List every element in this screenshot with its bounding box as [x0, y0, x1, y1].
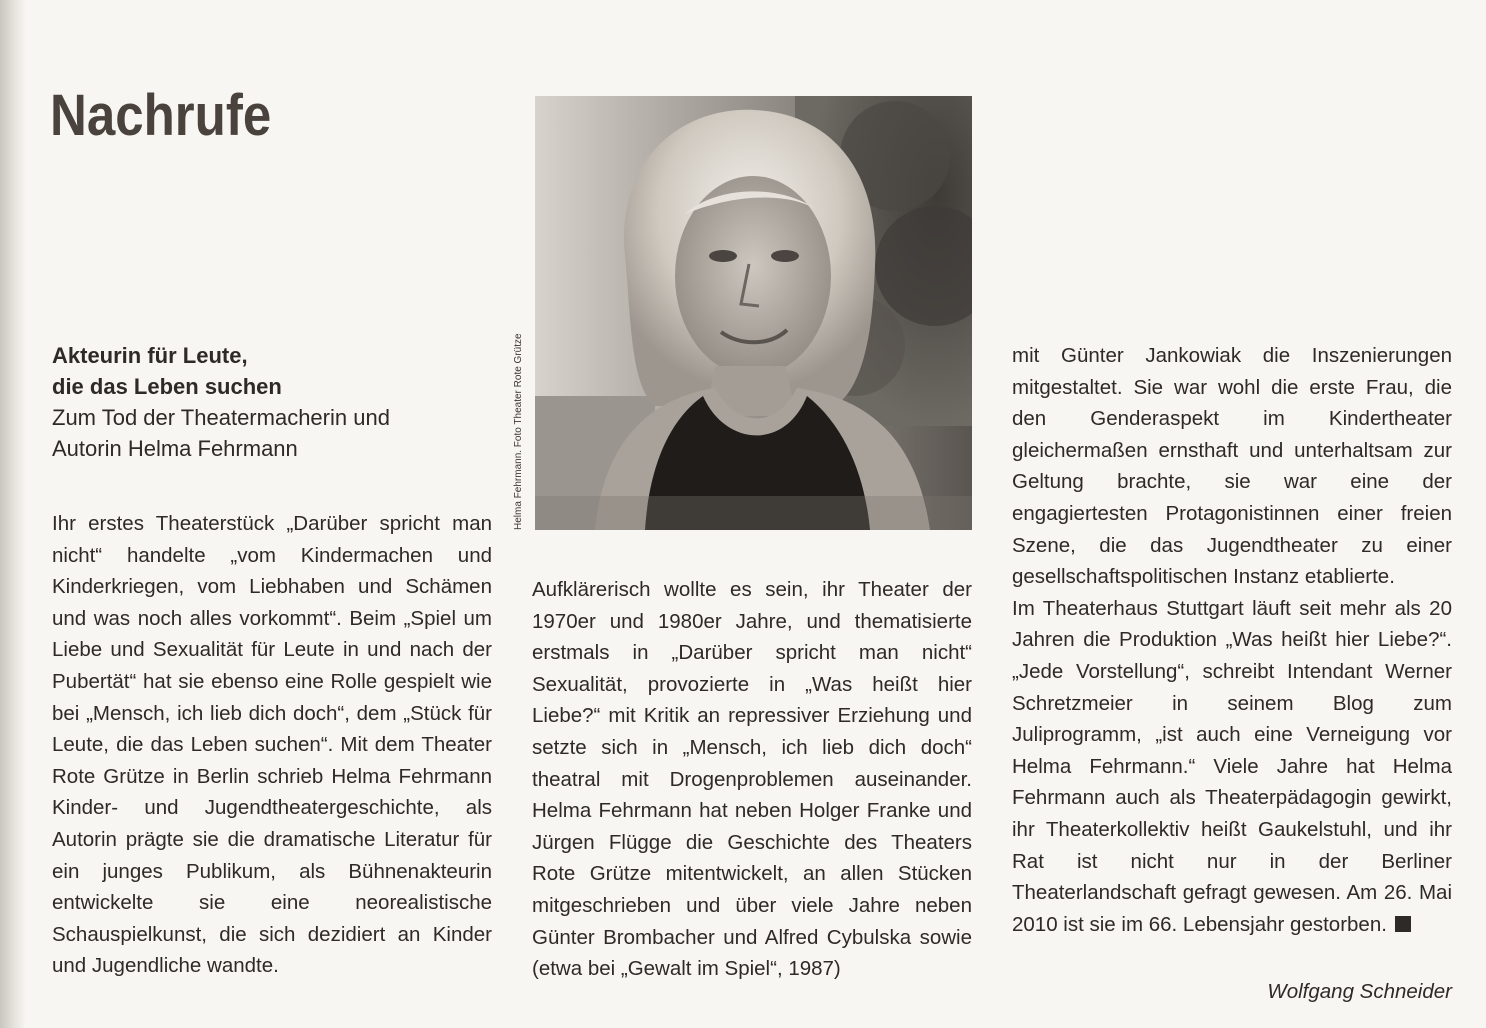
portrait-photo	[535, 96, 972, 530]
article-column-3	[1012, 340, 1452, 940]
column-3-paragraph-1: mit Günter Jankowiak die Inszenierungen mitgestaltet. Sie war wohl die erste Frau, die den Genderaspekt im Kindertheater gleichermaßen ernsthaft und unterhaltsam zur Geltung brachte, sie war eine der engagiertesten Protagonistinnen einer freien Szene, die das Jugendtheater zu einer gesellschaftspolitischen Instanz etablierte.	[1012, 344, 1452, 589]
subheadline-line-2: Autorin Helma Fehrmann	[52, 436, 298, 461]
end-of-article-square-icon	[1395, 916, 1411, 932]
article-column-1: Ihr erstes Theaterstück „Darüber spricht man nicht“ handelte „vom Kindermachen und Kinderkriegen, vom Liebhaben und Schämen und was noch alles vorkommt“. Beim „Spiel um Liebe und Sexualität für Leute in und nach der Pubertät“ hat sie ebenso eine Rolle gespielt wie bei „Mensch, ich lieb dich doch“, dem „Stück für Leute, die das Leben suchen“. Mit dem Theater Rote Grütze in Berlin schrieb Helma Fehrmann Kinder- und Jugendtheatergeschichte, als Autorin prägte sie die dramatische Literatur für ein junges Publikum, als Bühnenakteurin entwickelte sie eine neorealistische Schauspielkunst, die sich dezidiert an Kinder und Jugendliche wandte.	[52, 512, 492, 978]
subheadline-line-1: Zum Tod der Theatermacherin und	[52, 405, 390, 430]
page-binding-shadow	[0, 0, 26, 1028]
column-3-paragraph-2: Im Theaterhaus Stuttgart läuft seit mehr als 20 Jahren die Produktion „Was heißt hier Liebe?“. „Jede Vorstellung“, schreibt Intendant Werner Schretzmeier in seinem Blog zum Juliprogramm, „ist auch eine Verneigung vor Helma Fehrmann.“ Viele Jahre hat Helma Fehrmann auch als Theaterpädagogin gewirkt, ihr Theaterkollektiv heißt Gaukelstuhl, und ihr Rat ist nicht nur in der Berliner Theaterlandschaft gefragt gewesen. Am 26. Mai 2010 ist sie im 66. Lebensjahr gestorben.	[1012, 596, 1452, 936]
article-column-2: Aufklärerisch wollte es sein, ihr Theater der 1970er und 1980er Jahre, und thematisierte erstmals in „Darüber spricht man nicht“ Sexualität, provozierte in „Was heißt hier Liebe?“ mit Kritik an repressiver Erziehung und setzte sich in „Mensch, ich lieb dich doch“ theatral mit Drogenproblemen auseinander. Helma Fehrmann hat neben Holger Franke und Jürgen Flügge die Geschichte des Theaters Rote Grütze mitentwickelt, an allen Stücken mitgeschrieben und über viele Jahre neben Günter Brombacher und Alfred Cybulska sowie (etwa bei „Gewalt im Spiel“, 1987)	[532, 578, 972, 981]
headline-line-2: die das Leben suchen	[52, 374, 282, 399]
photo-caption: Helma Fehrmann. Foto Theater Rote Grütze	[513, 333, 524, 530]
section-title: Nachrufe	[50, 83, 272, 148]
author-byline: Wolfgang Schneider	[1267, 980, 1452, 1003]
article-headline	[52, 340, 512, 464]
headline-line-1: Akteurin für Leute,	[52, 343, 248, 368]
